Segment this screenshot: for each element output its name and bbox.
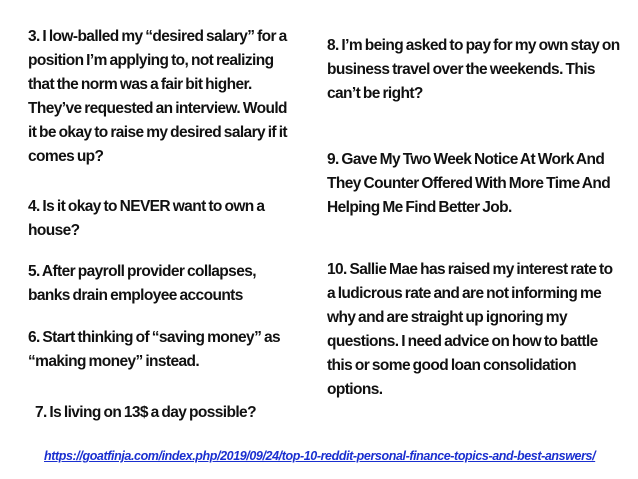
list-item-9: 9. Gave My Two Week Notice At Work And They Counter Offered With More Time And Helping Me Find Better Job. bbox=[327, 151, 611, 216]
list-item-6: 6. Start thinking of “saving money” as “making money” instead. bbox=[28, 329, 280, 370]
source-link[interactable]: https://goatfinja.com/index.php/2019/09/24/top-10-reddit-personal-finance-topics-and-best-answers/ bbox=[44, 449, 596, 463]
list-item-3: 3. I low-balled my “desired salary” for a position I’m applying to, not realizing that the norm was a fair bit higher. They’ve requested an interview. Would it be okay to raise my desired salary if it comes up? bbox=[28, 28, 287, 165]
list-item-5: 5. After payroll provider collapses, banks drain employee accounts bbox=[28, 263, 256, 304]
list-item-8: 8. I’m being asked to pay for my own stay on business travel over the weekends. This can’t be right? bbox=[327, 37, 620, 102]
list-item-7: 7. Is living on 13$ a day possible? bbox=[35, 404, 256, 421]
list-item-4: 4. Is it okay to NEVER want to own a house? bbox=[28, 198, 265, 239]
list-item-10: 10. Sallie Mae has raised my interest rate to a ludicrous rate and are not informing me why and are straight up ignoring my questions. I need advice on how to battle this or some good loan consolidation options. bbox=[327, 261, 613, 398]
